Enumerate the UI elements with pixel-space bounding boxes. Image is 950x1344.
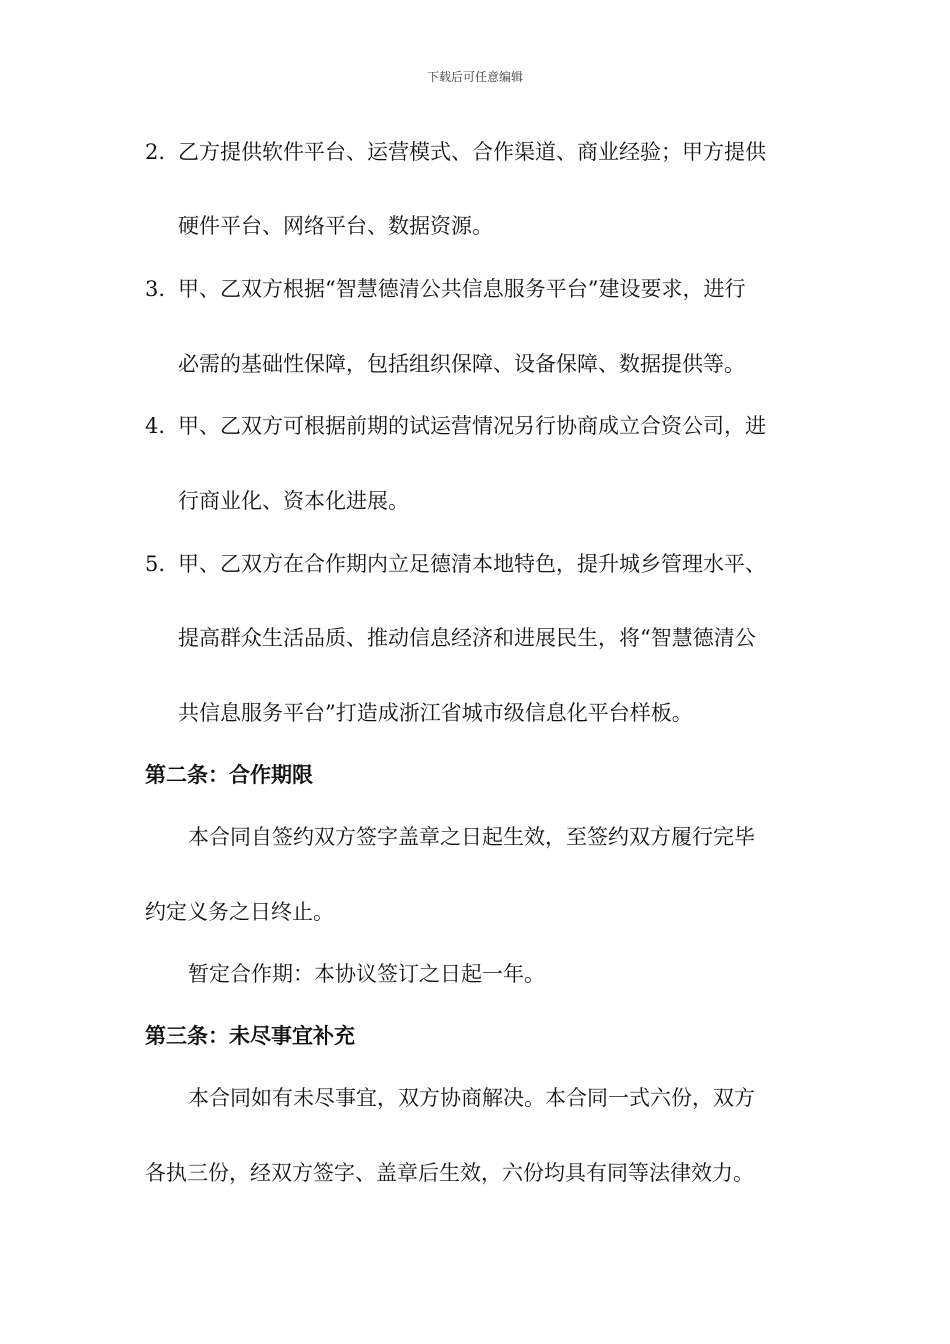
list-item-line: 甲、乙双方在合作期内立足德清本地特色，提升城乡管理水平、 bbox=[178, 552, 766, 576]
list-item-number: 3. bbox=[145, 277, 166, 301]
list-item-line: 共信息服务平台”打造成浙江省城市级信息化平台样板。 bbox=[178, 701, 693, 725]
list-item-line: 硬件平台、网络平台、数据资源。 bbox=[178, 214, 493, 238]
list-item-line: 甲、乙双方可根据前期的试运营情况另行协商成立合资公司，进 bbox=[178, 414, 766, 438]
list-item-line: 必需的基础性保障，包括组织保障、设备保障、数据提供等。 bbox=[178, 352, 745, 376]
paragraph-line: 约定义务之日终止。 bbox=[145, 900, 334, 924]
paragraph-line: 本合同如有未尽事宜，双方协商解决。本合同一式六份，双方 bbox=[188, 1086, 755, 1110]
paragraph-line: 各执三份，经双方签字、盖章后生效，六份均具有同等法律效力。 bbox=[145, 1161, 754, 1185]
paragraph-line: 暂定合作期：本协议签订之日起一年。 bbox=[188, 962, 545, 986]
list-item-number: 4. bbox=[145, 414, 166, 438]
list-item-line: 甲、乙双方根据“智慧德清公共信息服务平台”建设要求，进行 bbox=[178, 277, 746, 301]
list-item-line: 乙方提供软件平台、运营模式、合作渠道、商业经验；甲方提供 bbox=[178, 140, 766, 164]
page-header: 下载后可任意编辑 bbox=[426, 70, 523, 84]
paragraph-line: 本合同自签约双方签字盖章之日起生效，至签约双方履行完毕 bbox=[188, 825, 755, 849]
section-heading: 第三条：未尽事宜补充 bbox=[145, 1024, 355, 1048]
section-heading: 第二条：合作期限 bbox=[145, 763, 313, 787]
list-item-line: 行商业化、资本化进展。 bbox=[178, 489, 409, 513]
list-item-line: 提高群众生活品质、推动信息经济和进展民生，将“智慧德清公 bbox=[178, 626, 756, 650]
list-item-number: 2. bbox=[145, 140, 166, 164]
list-item-number: 5. bbox=[145, 552, 166, 576]
